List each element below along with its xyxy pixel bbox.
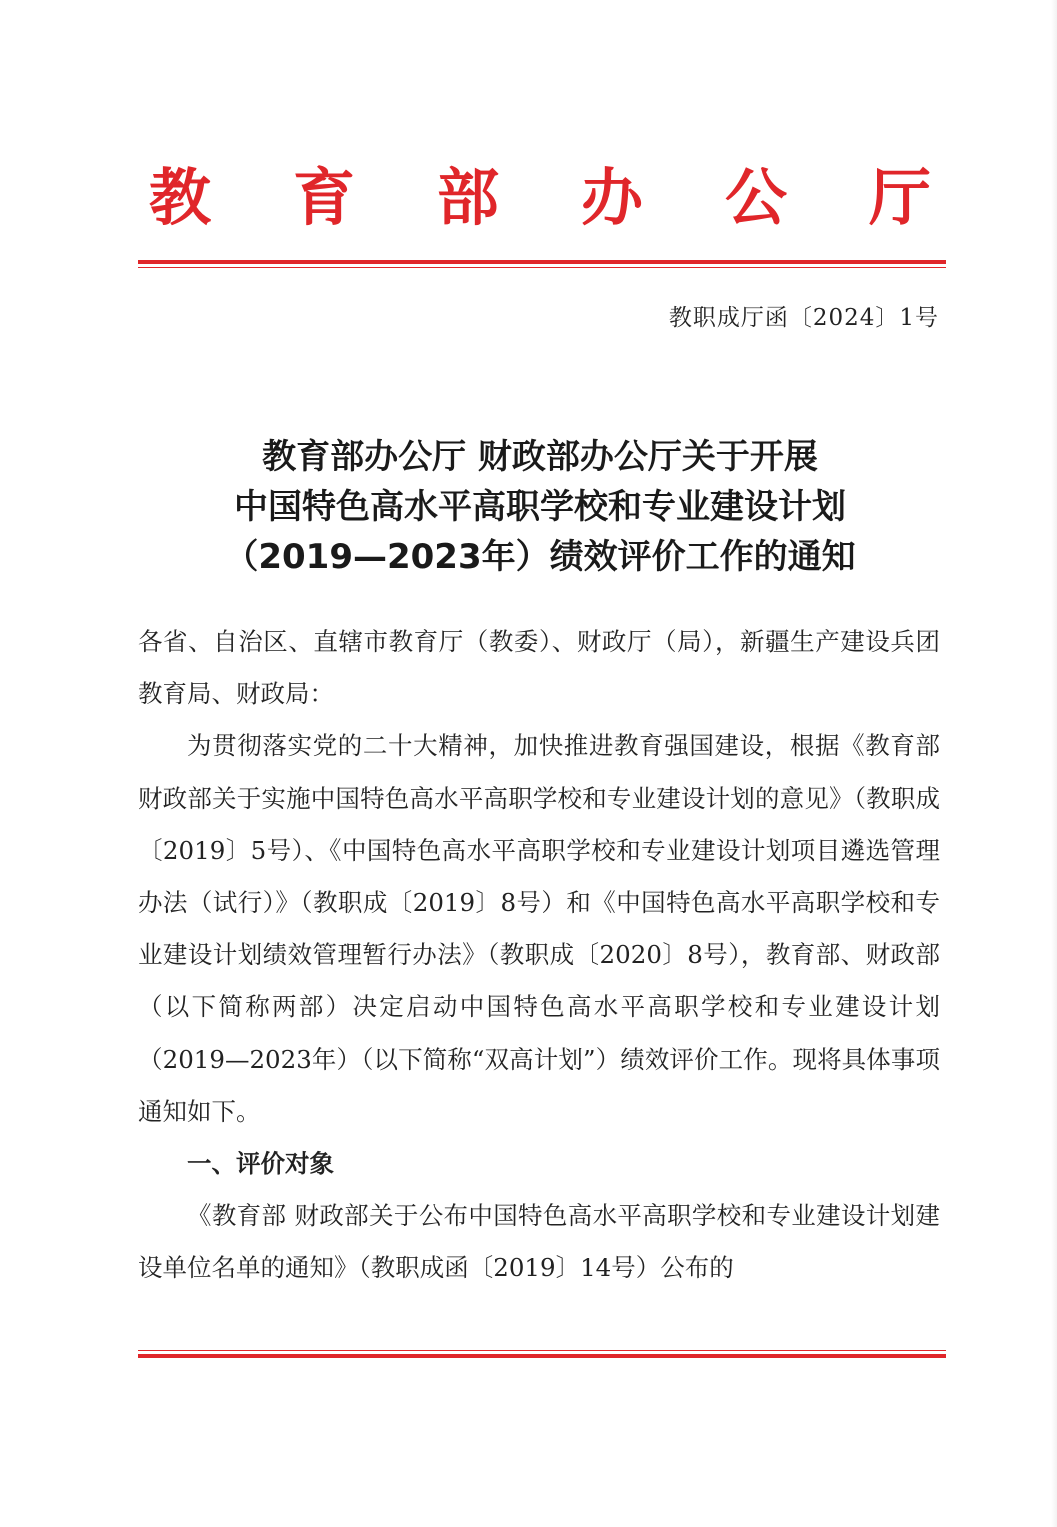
office-title-char: 厅: [868, 161, 931, 234]
office-title-char: 教: [148, 161, 211, 234]
body-paragraph: 为贯彻落实党的二十大精神，加快推进教育强国建设，根据《教育部 财政部关于实施中国特色高水平高职学校和专业建设计划的意见》（教职成〔2019〕5号）、《中国特色高水平高职学校和专业建设计划项目遴选管理办法（试行）》（教职成〔2019〕8号）和《中国特色高水平高职学校和专业建设计划绩效管理暂行办法》（教职成〔2020〕8号），教育部、财政部（以下简称两部）决定启动中国特色高水平高职学校和专业建设计划（2019—2023年）（以下简称“双高计划”）绩效评价工作。现将具体事项通知如下。: [138, 731, 940, 1126]
document-number: 教职成厅函〔2024〕1号: [668, 305, 939, 331]
notice-headline: [110, 432, 970, 582]
headline-line: （2019—2023年）绩效评价工作的通知: [224, 537, 856, 577]
office-title-char: 育: [292, 161, 355, 234]
issuing-office-title: [140, 158, 940, 238]
addressee: 各省、自治区、直辖市教育厅（教委）、财政厅（局），新疆生产建设兵团教育局、财政局：: [138, 627, 940, 709]
headline-line: 中国特色高水平高职学校和专业建设计划: [234, 487, 846, 527]
notice-body: [138, 616, 940, 1295]
section-heading: 一、评价对象: [187, 1149, 334, 1179]
body-paragraph: 《教育部 财政部关于公布中国特色高水平高职学校和专业建设计划建设单位名单的通知》（教职成函〔2019〕14号）公布的: [138, 1201, 940, 1283]
headline-line: 教育部办公厅 财政部办公厅关于开展: [262, 437, 818, 477]
scan-edge-shadow: [1051, 0, 1057, 1527]
office-title-char: 办: [580, 161, 643, 234]
office-title-char: 部: [436, 161, 499, 234]
header-red-rule: [138, 260, 946, 268]
office-title-char: 公: [724, 161, 787, 234]
footer-red-rule: [138, 1350, 946, 1358]
